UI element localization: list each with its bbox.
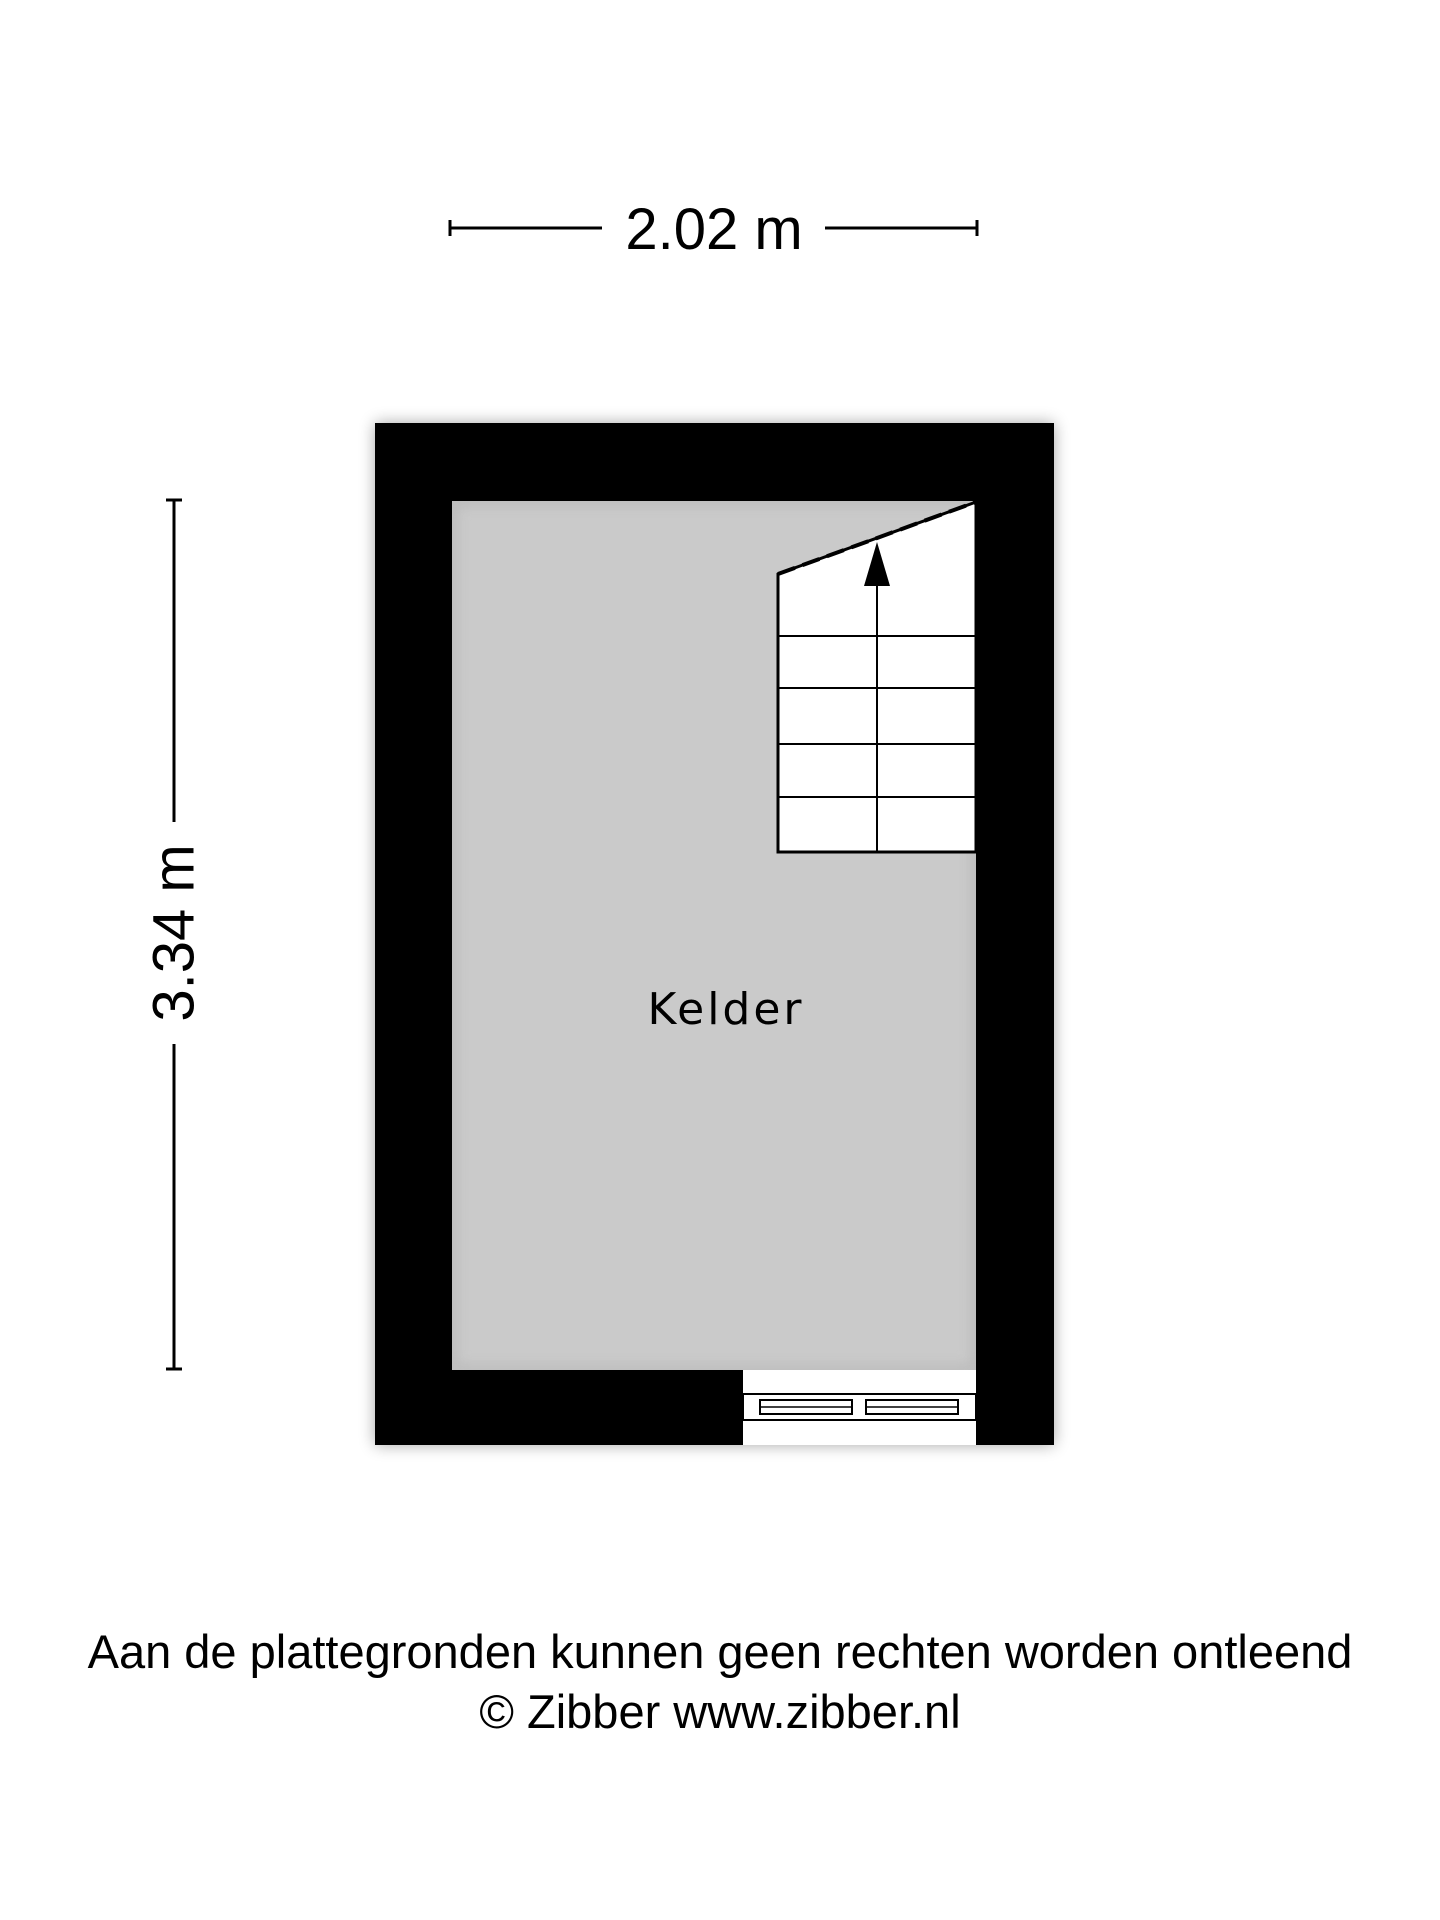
disclaimer-text: Aan de plattegronden kunnen geen rechten worden ontleend	[87, 1625, 1353, 1678]
width-label: 2.02 m	[625, 197, 803, 262]
room-label: Kelder	[647, 984, 805, 1035]
window-symbol	[743, 1370, 976, 1445]
copyright-text: © Zibber www.zibber.nl	[479, 1685, 961, 1738]
width-dimension	[450, 197, 977, 262]
height-label: 3.34 m	[141, 844, 207, 1022]
height-dimension	[142, 500, 207, 1369]
